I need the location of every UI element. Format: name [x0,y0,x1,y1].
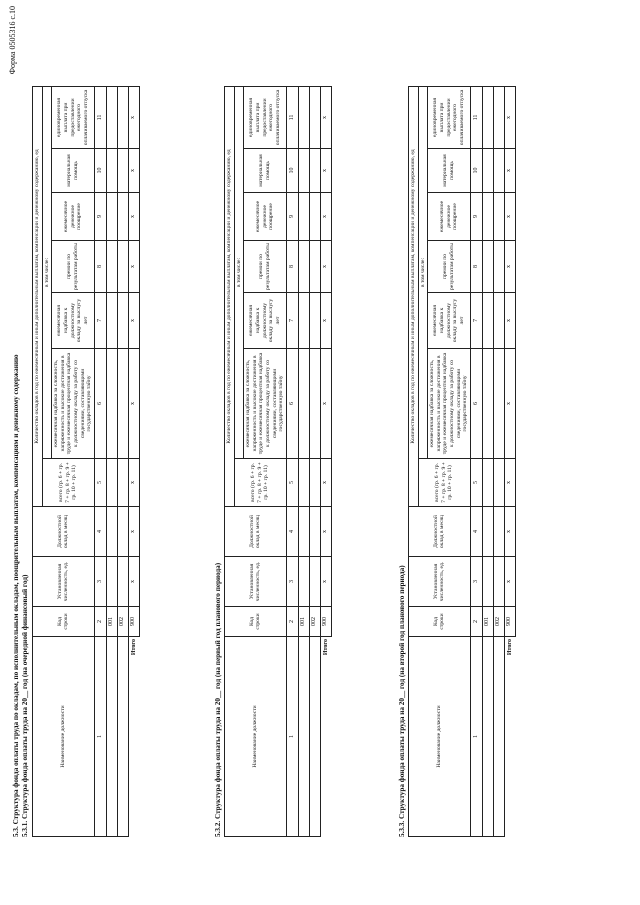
table-cell[interactable] [106,349,117,459]
section-heading-2: 5.3.2. Структура фонда оплаты труда на 20__ год (на первый год планового периода) [214,562,222,837]
row-code: 001 [298,607,309,637]
col-number: 2 [286,607,298,637]
table-cell[interactable] [298,149,309,193]
table-cell[interactable] [298,293,309,349]
col-number: 4 [94,507,106,557]
table-cell[interactable] [482,507,493,557]
table-cell[interactable] [482,293,493,349]
table-cell[interactable] [482,349,493,459]
table-cell[interactable] [298,241,309,293]
col-group-header: Количество окладов в год по ежемесячным и иным дополнительным выплатам, компенсации и денежному содержанию, ед [33,86,43,506]
col-number: 4 [286,507,298,557]
col-number: 11 [94,86,106,148]
table-cell[interactable] [117,86,128,148]
col-number: 1 [94,637,106,837]
table-cell[interactable] [298,349,309,459]
col-number: 8 [94,241,106,293]
col-number: 5 [94,459,106,507]
col-6-header: ежемесячная надбавка за сложность, напряженность и высокие достижения в труде и ежемесячная процентная надбавка к должностному окладу за работу со сведениями, составляющими государственную тайну [428,349,471,459]
col-code-header: Код строки [409,607,471,637]
itogo-x: x [504,193,515,241]
col-number: 9 [286,193,298,241]
itogo-code: 900 [128,607,139,637]
table-cell[interactable] [106,637,117,837]
col-10-header: материальная помощь [428,149,471,193]
col-number: 6 [470,349,482,459]
col-incl-header: в том числе: [42,86,52,458]
col-salary-header: Должностной оклад в месяц [409,507,471,557]
itogo-x: x [504,507,515,557]
itogo-x: x [128,149,139,193]
col-number: 2 [94,607,106,637]
table-cell[interactable] [493,293,504,349]
col-number: 10 [94,149,106,193]
row-code: 002 [309,607,320,637]
table-cell[interactable] [309,459,320,507]
table-cell[interactable] [106,193,117,241]
col-number: 7 [470,293,482,349]
col-number: 1 [286,637,298,837]
table-cell[interactable] [117,193,128,241]
row-code: 001 [106,607,117,637]
table-cell[interactable] [493,193,504,241]
col-staff-header: Установленная численность, ед. [225,557,287,607]
col-6-header: ежемесячная надбавка за сложность, напряженность и высокие достижения в труде и ежемесячная процентная надбавка к должностному окладу за работу со сведениями, составляющими государственную тайну [244,349,287,459]
col-8-header: премии по результатам работы [244,241,287,293]
col-number: 4 [470,507,482,557]
table-cell[interactable] [106,557,117,607]
table-cell[interactable] [117,241,128,293]
col-11-header: единовременная выплата при предоставлении ежегодного оплачиваемого отпуска [428,86,471,148]
itogo-x: x [504,241,515,293]
table-cell[interactable] [106,149,117,193]
col-number: 1 [470,637,482,837]
col-number: 10 [470,149,482,193]
table-cell[interactable] [309,241,320,293]
section-heading-main: 5.3. Структура фонда оплаты труда по окладам, по исполнительным окладам, поощрительным выплатам, компенсациям и денежному содержанию [12,354,20,837]
col-number: 6 [94,349,106,459]
itogo-x: x [504,149,515,193]
itogo-x: x [128,349,139,459]
itogo-x: x [504,293,515,349]
table-cell[interactable] [482,241,493,293]
table-cell[interactable] [309,149,320,193]
col-number: 8 [470,241,482,293]
fot-table-3 [408,86,516,837]
col-total-header: всего (гр. 6 + гр. 7 + гр. 8 + гр. 9 + гр. 10 + гр. 11) [418,459,470,507]
itogo-x: x [128,293,139,349]
col-code-header: Код строки [33,607,95,637]
table-cell[interactable] [117,149,128,193]
col-total-header: всего (гр. 6 + гр. 7 + гр. 8 + гр. 9 + гр. 10 + гр. 11) [42,459,94,507]
table-cell[interactable] [106,86,117,148]
itogo-x: x [320,293,331,349]
table-cell[interactable] [309,86,320,148]
fot-table-1 [32,86,140,837]
table-cell[interactable] [117,459,128,507]
table-cell[interactable] [309,507,320,557]
table-cell[interactable] [298,459,309,507]
col-9-header: ежемесячное денежное поощрение [52,193,95,241]
table-cell[interactable] [106,241,117,293]
table-cell[interactable] [106,293,117,349]
col-name-header: Наименование должности [225,637,287,837]
col-number: 2 [470,607,482,637]
table-cell[interactable] [482,86,493,148]
col-11-header: единовременная выплата при предоставлении ежегодного оплачиваемого отпуска [52,86,95,148]
col-number: 10 [286,149,298,193]
col-number: 9 [470,193,482,241]
table-cell[interactable] [106,459,117,507]
table-cell[interactable] [493,86,504,148]
itogo-code: 900 [504,607,515,637]
table-cell[interactable] [493,637,504,837]
col-number: 11 [286,86,298,148]
row-code: 001 [482,607,493,637]
table-cell[interactable] [298,507,309,557]
col-group-header: Количество окладов в год по ежемесячным и иным дополнительным выплатам, компенсации и денежному содержанию, ед [409,86,419,506]
itogo-x: x [320,507,331,557]
row-code: 002 [117,607,128,637]
col-number: 5 [286,459,298,507]
table-cell[interactable] [117,349,128,459]
itogo-x: x [504,349,515,459]
itogo-x: x [128,507,139,557]
row-code: 002 [493,607,504,637]
itogo-x: x [504,459,515,507]
itogo-x: x [128,459,139,507]
table-cell[interactable] [309,293,320,349]
itogo-x: x [504,557,515,607]
col-number: 7 [94,293,106,349]
table-cell[interactable] [482,149,493,193]
table-cell[interactable] [493,507,504,557]
table-cell[interactable] [117,293,128,349]
col-8-header: премии по результатам работы [52,241,95,293]
col-code-header: Код строки [225,607,287,637]
table-cell[interactable] [309,349,320,459]
table-cell[interactable] [493,557,504,607]
itogo-label: Итого [130,639,137,656]
itogo-code: 900 [320,607,331,637]
itogo-x: x [320,86,331,148]
itogo-label: Итого [506,639,513,656]
itogo-x: x [320,149,331,193]
col-9-header: ежемесячное денежное поощрение [428,193,471,241]
table-cell[interactable] [493,349,504,459]
col-10-header: материальная помощь [52,149,95,193]
col-name-header: Наименование должности [409,637,471,837]
col-7-header: ежемесячная надбавка к должностному окладу за выслугу лет [428,293,471,349]
col-staff-header: Установленная численность, ед. [409,557,471,607]
form-code: Форма 0505316 с.10 [8,6,17,75]
itogo-x: x [128,557,139,607]
table-cell[interactable] [298,193,309,241]
table-cell[interactable] [493,149,504,193]
table-cell[interactable] [298,637,309,837]
table-cell[interactable] [309,193,320,241]
itogo-x: x [320,241,331,293]
col-number: 8 [286,241,298,293]
col-name-header: Наименование должности [33,637,95,837]
table-cell[interactable] [309,557,320,607]
fot-table-2 [224,86,332,837]
col-10-header: материальная помощь [244,149,287,193]
col-number: 9 [94,193,106,241]
col-salary-header: Должностной оклад в месяц [33,507,95,557]
col-8-header: премии по результатам работы [428,241,471,293]
itogo-x: x [320,557,331,607]
table-cell[interactable] [493,241,504,293]
col-6-header: ежемесячная надбавка за сложность, напряженность и высокие достижения в труде и ежемесячная процентная надбавка к должностному окладу за работу со сведениями, составляющими государственную тайну [52,349,95,459]
col-number: 3 [470,557,482,607]
col-salary-header: Должностной оклад в месяц [225,507,287,557]
table-cell[interactable] [482,557,493,607]
section-heading-1: 5.3.1. Структура фонда оплаты труда на 20__ год (на очередной финансовый год) [21,574,29,837]
itogo-label: Итого [322,639,329,656]
section-heading-3: 5.3.3. Структура фонда оплаты труда на 20__ год (на второй год планового периода) [398,565,406,837]
itogo-x: x [128,86,139,148]
col-9-header: ежемесячное денежное поощрение [244,193,287,241]
table-cell[interactable] [106,507,117,557]
col-number: 3 [94,557,106,607]
col-total-header: всего (гр. 6 + гр. 7 + гр. 8 + гр. 9 + гр. 10 + гр. 11) [234,459,286,507]
col-number: 5 [470,459,482,507]
table-cell[interactable] [482,193,493,241]
col-number: 11 [470,86,482,148]
col-incl-header: в том числе: [418,86,428,458]
col-group-header: Количество окладов в год по ежемесячным и иным дополнительным выплатам, компенсации и денежному содержанию, ед [225,86,235,506]
table-cell[interactable] [298,86,309,148]
itogo-x: x [128,241,139,293]
table-cell[interactable] [117,557,128,607]
table-cell[interactable] [493,459,504,507]
itogo-x: x [320,459,331,507]
col-number: 3 [286,557,298,607]
col-7-header: ежемесячная надбавка к должностному окладу за выслугу лет [52,293,95,349]
table-cell[interactable] [309,637,320,837]
col-11-header: единовременная выплата при предоставлении ежегодного оплачиваемого отпуска [244,86,287,148]
col-incl-header: в том числе: [234,86,244,458]
itogo-x: x [320,193,331,241]
itogo-x: x [128,193,139,241]
col-7-header: ежемесячная надбавка к должностному окладу за выслугу лет [244,293,287,349]
col-staff-header: Установленная численность, ед. [33,557,95,607]
itogo-x: x [320,349,331,459]
table-cell[interactable] [482,637,493,837]
table-cell[interactable] [482,459,493,507]
col-number: 6 [286,349,298,459]
table-cell[interactable] [117,507,128,557]
table-cell[interactable] [298,557,309,607]
itogo-x: x [504,86,515,148]
col-number: 7 [286,293,298,349]
table-cell[interactable] [117,637,128,837]
